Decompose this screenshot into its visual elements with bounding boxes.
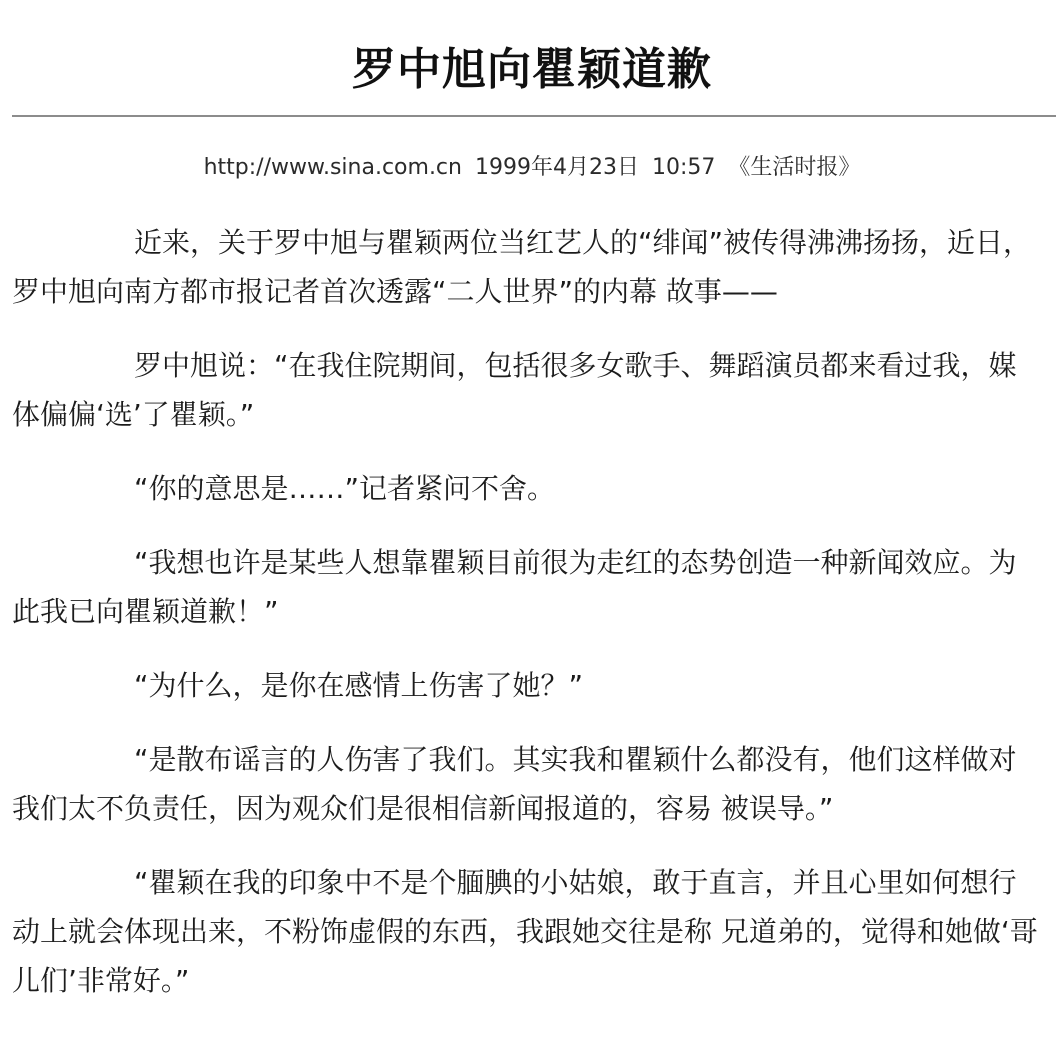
article-byline <box>0 150 1064 186</box>
publish-time: 10:57 <box>651 155 716 180</box>
publication-name: 《生活时报》 <box>728 155 861 180</box>
article-paragraph: “你的意思是……”记者紧问不舍。 <box>134 472 556 505</box>
article-paragraph: 近来，关于罗中旭与瞿颖两位当红艺人的“绯闻”被传得沸沸扬扬，近日，罗中旭向南方都市报记者首次透露“二人世界”的内幕 故事—— <box>12 226 1032 308</box>
article-paragraph: “我想也许是某些人想靠瞿颖目前很为走红的态势创造一种新闻效应。为此我已向瞿颖道歉！” <box>12 546 1017 628</box>
article-title: 罗中旭向瞿颖道歉 <box>352 44 712 95</box>
article-paragraph: “为什么，是你在感情上伤害了她？” <box>134 669 584 702</box>
article-body <box>12 218 1044 1030</box>
article-paragraph: 罗中旭说：“在我住院期间，包括很多女歌手、舞蹈演员都来看过我，媒体偏偏‘选’了瞿颖。” <box>12 349 1017 431</box>
publish-date: 1999年4月23日 <box>474 155 639 180</box>
article-paragraph: “瞿颖在我的印象中不是个腼腆的小姑娘，敢于直言，并且心里如何想行动上就会体现出来，不粉饰虚假的东西，我跟她交往是称 兄道弟的，觉得和她做‘哥儿们’非常好。” <box>12 866 1038 997</box>
source-url: http://www.sina.com.cn <box>203 155 462 180</box>
title-divider <box>12 115 1056 117</box>
article-paragraph: “是散布谣言的人伤害了我们。其实我和瞿颖什么都没有，他们这样做对我们太不负责任，因为观众们是很相信新闻报道的，容易 被误导。” <box>12 743 1017 825</box>
